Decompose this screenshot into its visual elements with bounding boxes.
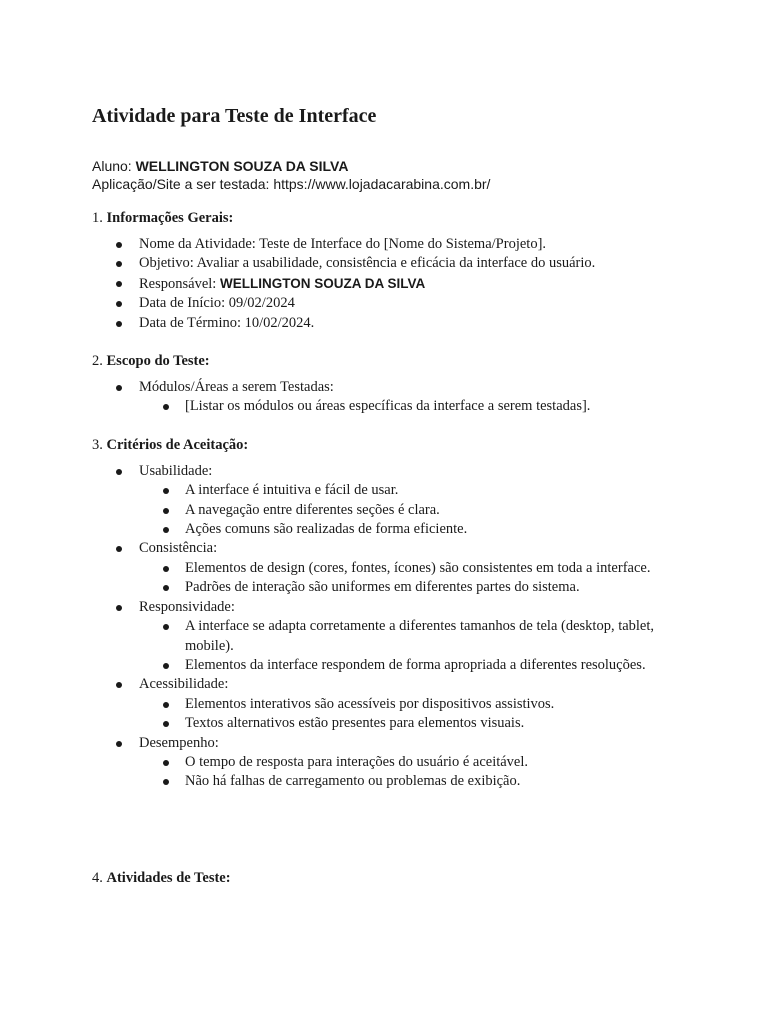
section-2-title: Escopo do Teste:	[106, 353, 210, 370]
sub-list	[139, 753, 692, 792]
sub-list	[139, 481, 692, 539]
responsavel-name: WELLINGTON SOUZA DA SILVA	[219, 275, 426, 291]
criteria-label: Acessibilidade:	[139, 676, 229, 693]
list-item: Objetivo: Avaliar a usabilidade, consistência e eficácia da interface do usuário.	[92, 254, 692, 273]
section-1-title: Informações Gerais:	[106, 210, 234, 226]
document-page	[92, 100, 692, 895]
criteria-label: Desempenho:	[139, 734, 219, 751]
sub-list-item: Padrões de interação são uniformes em diferentes partes do sistema.	[139, 578, 692, 597]
criteria-label: Consistência:	[139, 540, 218, 557]
list-item: Data de Início: 09/02/2024	[92, 294, 692, 313]
section-2-list	[92, 378, 692, 417]
list-item	[92, 378, 692, 417]
app-line	[92, 175, 692, 193]
section-1-number: 1.	[92, 210, 103, 226]
responsavel-label: Responsável:	[139, 275, 217, 292]
app-url: https://www.lojadacarabina.com.br/	[273, 176, 491, 192]
sub-list-item: A navegação entre diferentes seções é clara.	[139, 501, 692, 520]
sub-list-item: Elementos de design (cores, fontes, ícones) são consistentes em toda a interface.	[139, 559, 692, 578]
sub-list	[139, 695, 692, 734]
criteria-usabilidade	[92, 462, 692, 540]
list-item: Data de Término: 10/02/2024.	[92, 314, 692, 333]
sub-list-item: Ações comuns são realizadas de forma eficiente.	[139, 520, 692, 539]
list-item-responsavel	[92, 274, 692, 294]
sub-list-item: Não há falhas de carregamento ou problemas de exibição.	[139, 772, 692, 791]
criteria-label: Responsividade:	[139, 598, 235, 615]
section-3-number: 3.	[92, 436, 103, 453]
section-2-number: 2.	[92, 353, 103, 370]
sub-list-item: Textos alternativos estão presentes para elementos visuais.	[139, 714, 692, 733]
sub-list-item: O tempo de resposta para interações do usuário é aceitável.	[139, 753, 692, 772]
aluno-line	[92, 157, 692, 175]
section-3-list	[92, 462, 692, 792]
criteria-responsividade	[92, 598, 692, 676]
sub-list-item: [Listar os módulos ou áreas específicas da interface a serem testadas].	[139, 397, 692, 416]
sub-list-item: Elementos interativos são acessíveis por dispositivos assistivos.	[139, 695, 692, 714]
criteria-acessibilidade	[92, 675, 692, 733]
section-2-heading	[92, 351, 692, 371]
aluno-label: Aluno:	[92, 158, 132, 174]
app-label: Aplicação/Site a ser testada:	[92, 176, 270, 192]
list-item-label: Módulos/Áreas a serem Testadas:	[139, 379, 334, 396]
criteria-desempenho	[92, 734, 692, 792]
document-title: Atividade para Teste de Interface	[92, 105, 377, 127]
sub-list	[139, 397, 692, 416]
criteria-label: Usabilidade:	[139, 462, 213, 479]
meta-block	[92, 157, 692, 193]
section-1-heading	[92, 208, 692, 228]
sub-list	[139, 559, 692, 598]
criteria-consistencia	[92, 539, 692, 597]
section-3-title: Critérios de Aceitação:	[106, 436, 249, 453]
section-4-number: 4.	[92, 869, 103, 886]
section-4-heading	[92, 868, 692, 888]
section-4-title: Atividades de Teste:	[106, 869, 231, 886]
section-1-list	[92, 235, 692, 333]
sub-list-item: A interface é intuitiva e fácil de usar.	[139, 481, 692, 500]
list-item: Nome da Atividade: Teste de Interface do [Nome do Sistema/Projeto].	[92, 235, 692, 254]
section-3-heading	[92, 435, 692, 455]
sub-list-item: Elementos da interface respondem de forma apropriada a diferentes resoluções.	[139, 656, 692, 675]
sub-list	[139, 617, 692, 675]
aluno-name: WELLINGTON SOUZA DA SILVA	[135, 158, 349, 174]
sub-list-item: A interface se adapta corretamente a diferentes tamanhos de tela (desktop, tablet, mobile).	[139, 617, 692, 656]
